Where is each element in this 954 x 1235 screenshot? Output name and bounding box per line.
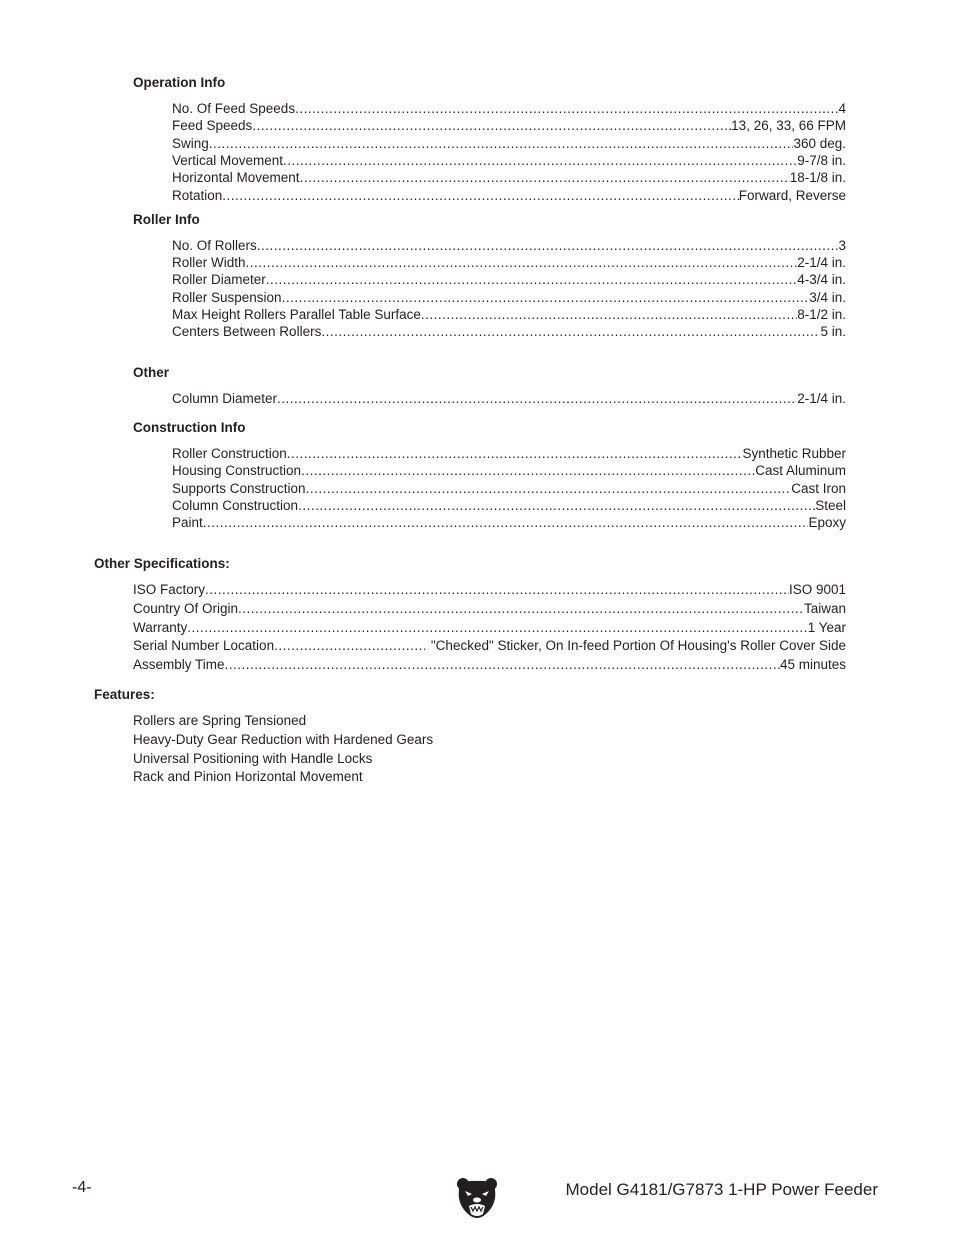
spec-row: Column Construction ..... Steel: [172, 497, 846, 514]
section-heading-operation-info: Operation Info: [133, 75, 226, 90]
list-item: Rack and Pinion Horizontal Movement: [133, 769, 363, 784]
spec-row: Roller Construction ..... Synthetic Rubber: [172, 445, 846, 462]
spec-row: Paint ..... Epoxy: [172, 514, 846, 531]
spec-row: No. Of Feed Speeds ..... 4: [172, 100, 846, 117]
spec-row: Roller Suspension ..... 3/4 in.: [172, 289, 846, 306]
section-heading-other: Other: [133, 365, 170, 380]
spec-row: Swing ..... 360 deg.: [172, 135, 846, 152]
section-heading-construction-info: Construction Info: [133, 420, 246, 435]
spec-row: Vertical Movement ..... 9-7/8 in.: [172, 152, 846, 169]
spec-row: Roller Width ..... 2-1/4 in.: [172, 254, 846, 271]
list-item: Universal Positioning with Handle Locks: [133, 751, 373, 766]
page-number: -4-: [72, 1179, 92, 1196]
spec-row: Assembly Time ..... 45 minutes: [133, 656, 846, 673]
section-heading-features: Features:: [94, 687, 155, 702]
spec-row: Max Height Rollers Parallel Table Surface ..... 8-1/2 in.: [172, 306, 846, 323]
spec-row: Feed Speeds ..... 13, 26, 33, 66 FPM: [172, 117, 846, 134]
spec-row: ISO Factory ..... ISO 9001: [133, 581, 846, 598]
spec-row: No. Of Rollers ..... 3: [172, 237, 846, 254]
spec-row: Horizontal Movement ..... 18-1/8 in.: [172, 169, 846, 186]
spec-row: Serial Number Location ..... "Checked" Sticker, On In-feed Portion Of Housing's Roller Cover Side: [133, 637, 846, 654]
grizzly-bear-icon: [456, 1176, 498, 1222]
list-item: Heavy-Duty Gear Reduction with Hardened Gears: [133, 732, 434, 747]
spec-row: Housing Construction ..... Cast Aluminum: [172, 462, 846, 479]
model-title: Model G4181/G7873 1-HP Power Feeder: [565, 1180, 878, 1199]
spec-row: Warranty ..... 1 Year: [133, 619, 846, 636]
spec-row: Rotation ..... Forward, Reverse: [172, 187, 846, 204]
list-item: Rollers are Spring Tensioned: [133, 713, 307, 728]
spec-row: Supports Construction ..... Cast Iron: [172, 480, 846, 497]
spec-row: Centers Between Rollers ..... 5 in.: [172, 323, 846, 340]
spec-row: Column Diameter ..... 2-1/4 in.: [172, 390, 846, 407]
spec-row: Country Of Origin ..... Taiwan: [133, 600, 846, 617]
section-heading-roller-info: Roller Info: [133, 212, 200, 227]
section-heading-other-specifications: Other Specifications:: [94, 556, 230, 571]
spec-row: Roller Diameter ..... 4-3/4 in.: [172, 271, 846, 288]
